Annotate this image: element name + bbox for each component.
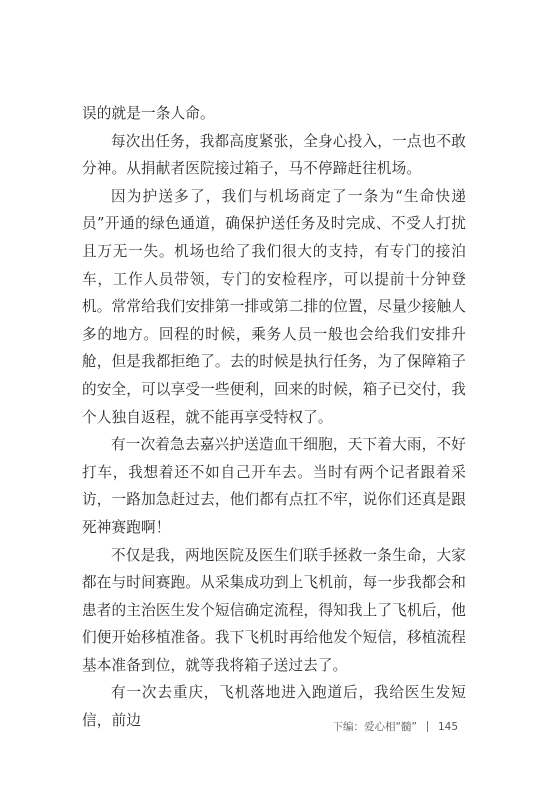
paragraph: 不仅是我，两地医院及医生们联手拯救一条生命，大家都在与时间赛跑。从采集成功到上飞机前，每一步我都会和患者的主治医生发个短信确定流程，得知我上了飞机后，他们便开始移植准备。我下飞机时再给他发个短信，移植流程基本准备到位，就等我将箱子送过去了。 xyxy=(82,546,466,674)
footer-divider xyxy=(427,721,428,732)
paragraph: 有一次着急去嘉兴护送造血干细胞，天下着大雨，不好打车，我想着还不如自己开车去。当时有两个记者跟着采访，一路加急赶过去，他们都有点扛不牢，说你们还真是跟死神赛跑啊！ xyxy=(82,436,466,536)
page-footer xyxy=(333,719,458,734)
paragraph: 因为护送多了，我们与机场商定了一条为“生命快递员”开通的绿色通道，确保护送任务及时完成、不受人打扰且万无一失。机场也给了我们很大的支持，有专门的接泊车，工作人员带领，专门的安检程序，可以提前十分钟登机。常常给我们安排第一排或第二排的位置，尽量少接触人多的地方。回程的时候，乘务人员一般也会给我们安排升舱，但是我都拒绝了。去的时候是执行任务，为了保障箱子的安全，可以享受一些便利，回来的时候，箱子已交付，我个人独自返程，就不能再享受特权了。 xyxy=(82,187,466,426)
paragraph: 每次出任务，我都高度紧张，全身心投入，一点也不敢分神。从捐献者医院接过箱子，马不停蹄赶往机场。 xyxy=(82,132,466,178)
page-number: 145 xyxy=(437,720,458,733)
footer-section-title: 下编：爱心相“髓” xyxy=(332,721,417,733)
paragraph: 有一次去重庆，飞机落地进入跑道后，我给医生发短信，前边 xyxy=(82,684,466,730)
paragraph: 误的就是一条人命。 xyxy=(82,105,215,122)
body-text xyxy=(82,100,466,735)
